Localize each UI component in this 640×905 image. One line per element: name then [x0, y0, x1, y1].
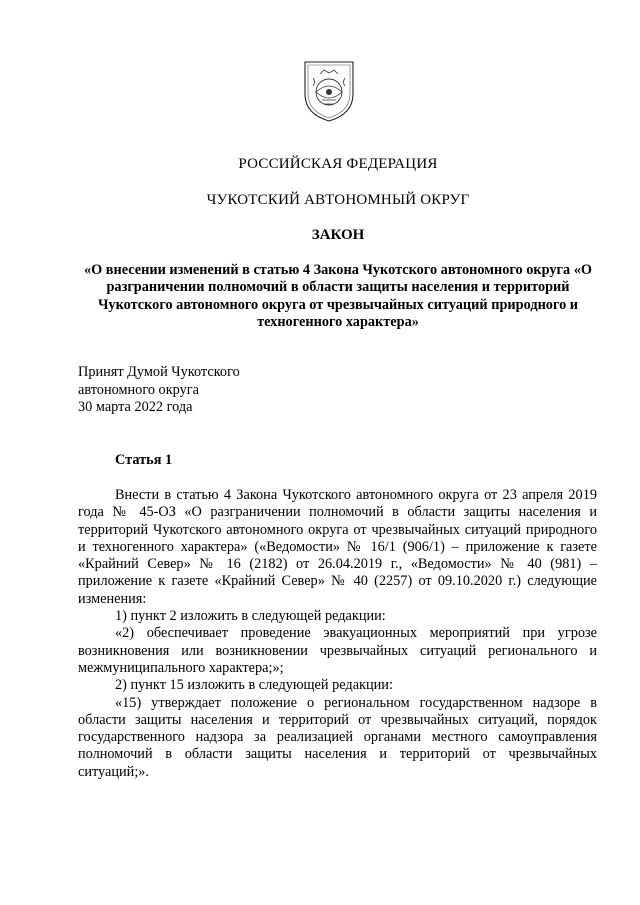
article-paragraph: Внести в статью 4 Закона Чукотского автономного округа от 23 апреля 2019 года № 45-ОЗ «О разграничении полномочий в области защиты населения и территорий Чукотского автономного округа от чрезвычайных ситуаций природного и техногенного характера» («Ведомости» № 16/1 (906/1) – приложение к газете «Крайний Север» № 16 (2182) от 26.04.2019 г., «Ведомости» № 40 (981) – приложение к газете «Крайний Север» № 40 (2257) от 09.10.2020 г.) следующие изменения: — [78, 487, 597, 607]
coat-of-arms-icon — [302, 58, 356, 124]
article-body — [78, 487, 597, 781]
adoption-line: Принят Думой Чукотского — [78, 364, 240, 380]
article-paragraph: 2) пункт 15 изложить в следующей редакции: — [115, 677, 393, 694]
law-title: «О внесении изменений в статью 4 Закона Чукотского автономного округа «О разграничении полномочий в области защиты населения и территорий Чукотского автономного округа от чрезвычайных ситуаций природного и техногенного характера» — [83, 262, 593, 330]
coat-of-arms-emblem — [302, 58, 356, 124]
adoption-date: 30 марта 2022 года — [78, 399, 193, 415]
article-paragraph: «15) утверждает положение о региональном государственном надзоре в области защиты населения и территорий от чрезвычайных ситуаций, порядок государственного надзора за реализацией органами местного самоуправления полномочий в области защиты населения и территорий от чрезвычайных ситуаций;». — [78, 694, 597, 780]
article-paragraph: 1) пункт 2 изложить в следующей редакции: — [115, 608, 386, 625]
country-heading: РОССИЙСКАЯ ФЕДЕРАЦИЯ — [238, 156, 438, 172]
document-type-heading: ЗАКОН — [311, 227, 365, 243]
region-heading: ЧУКОТСКИЙ АВТОНОМНЫЙ ОКРУГ — [206, 192, 470, 208]
article-heading: Статья 1 — [115, 452, 173, 468]
adoption-block — [78, 364, 240, 417]
article-paragraph: «2) обеспечивает проведение эвакуационных мероприятий при угрозе возникновения или возникновении чрезвычайных ситуаций регионального и межмуниципального характера;»; — [78, 625, 597, 676]
adoption-line: автономного округа — [78, 381, 199, 398]
